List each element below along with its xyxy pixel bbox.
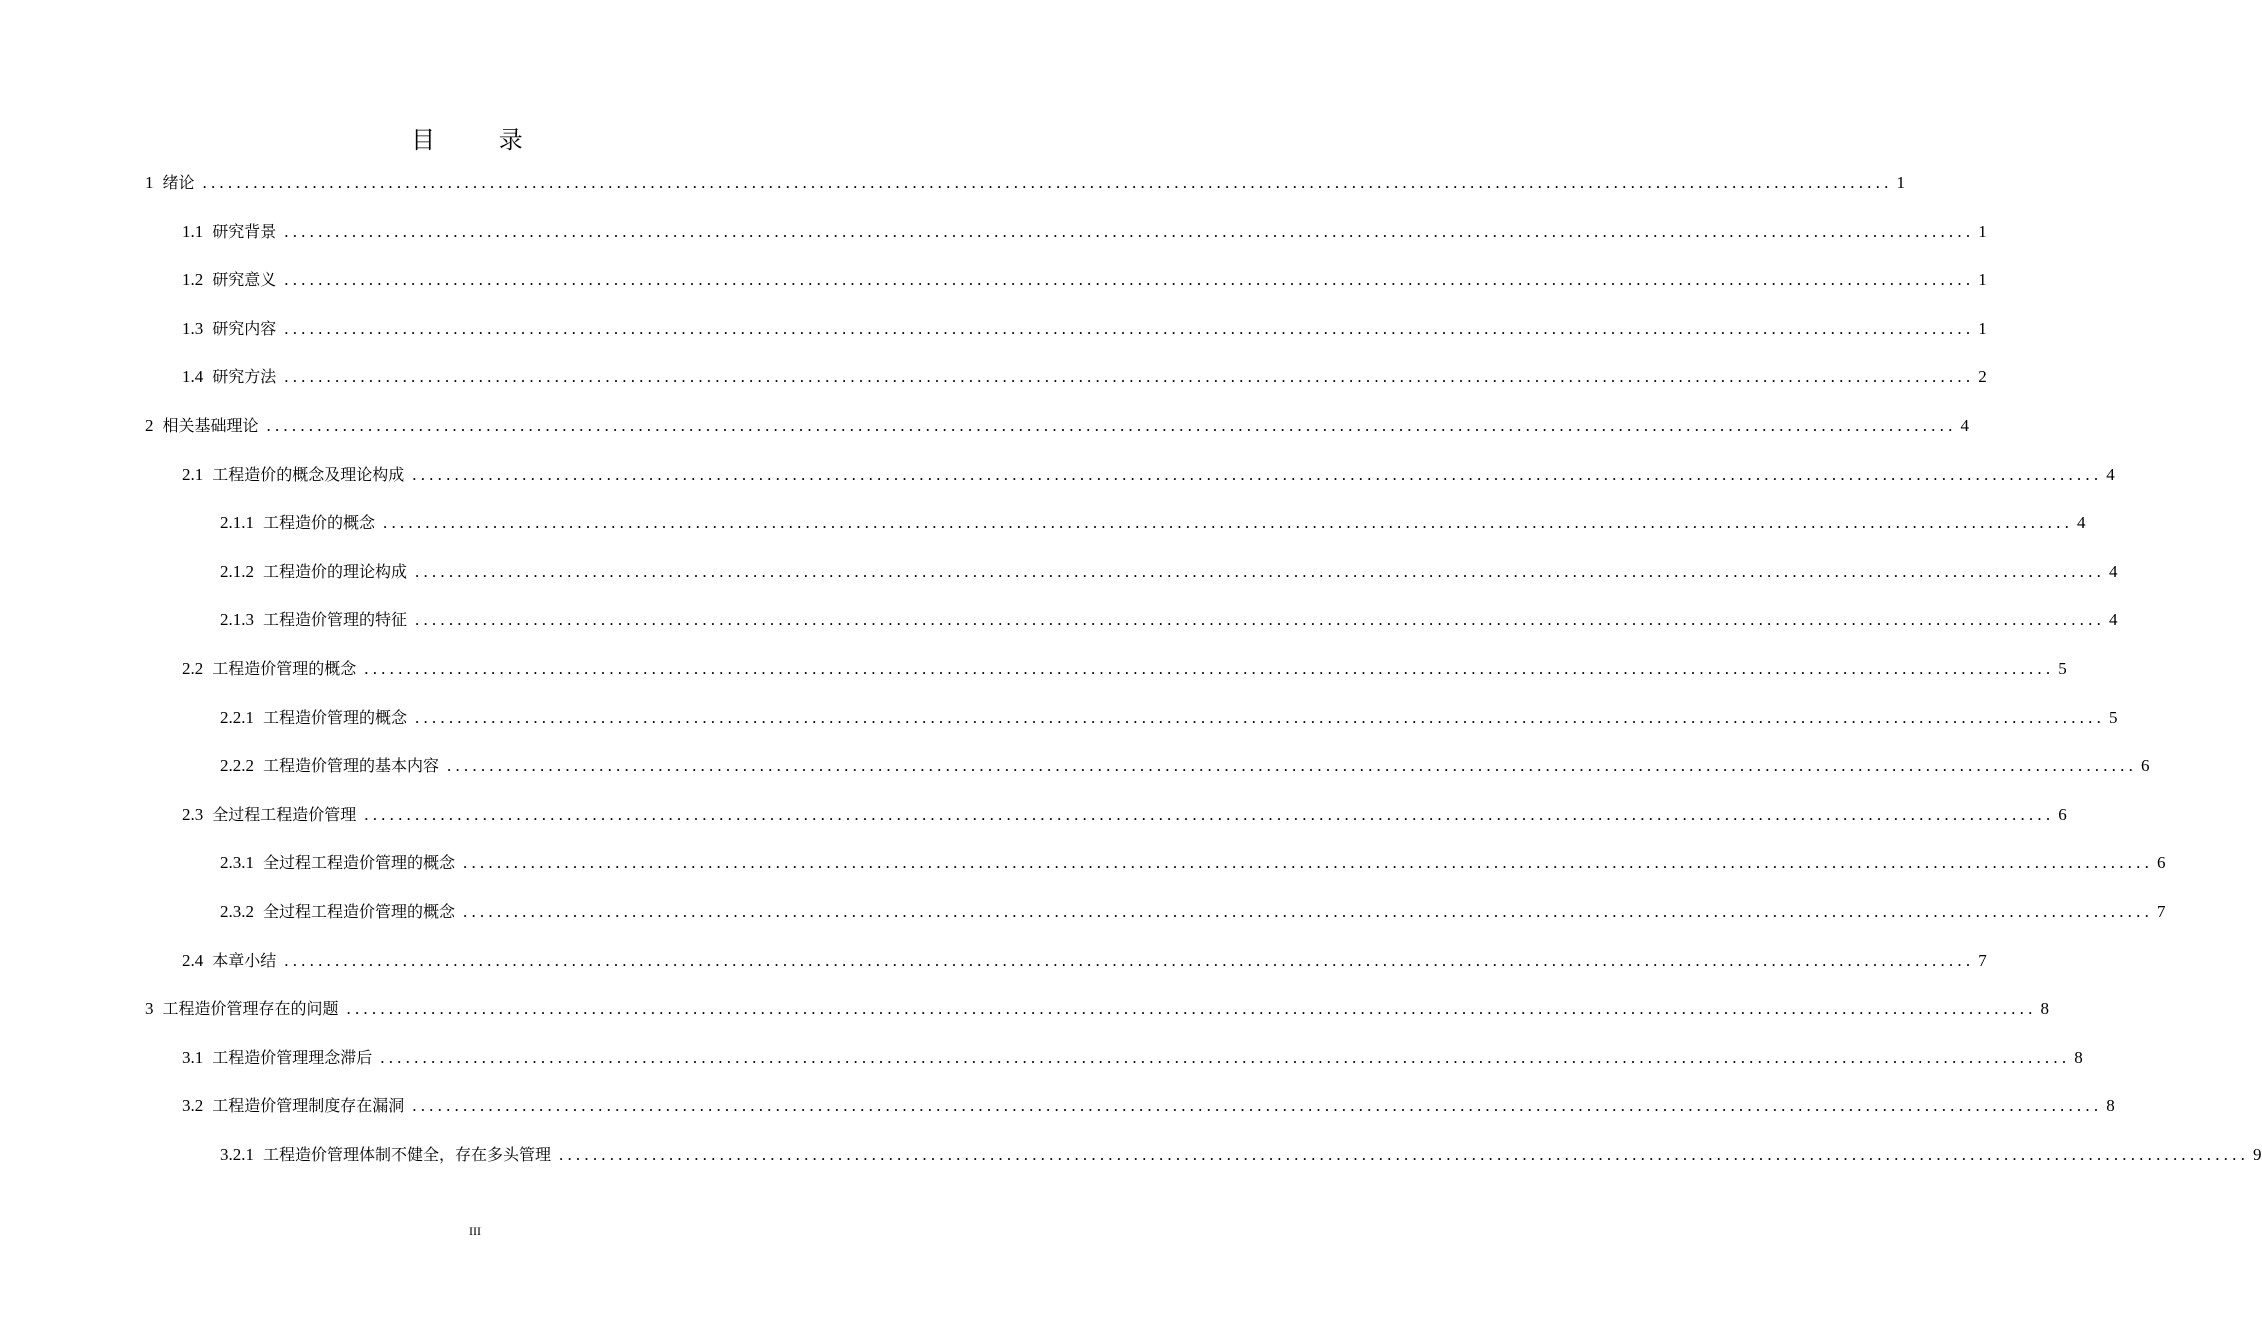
toc-entry-page: 1 (1978, 318, 1987, 338)
toc-entry-number: 2 (145, 416, 154, 435)
toc-entry-number: 1.2 (182, 270, 204, 290)
toc-dot-leader: ........................................................................................................................................................................................................ (284, 318, 1975, 338)
toc-dot-leader: ........................................................................................................................................................................................................ (284, 367, 1975, 387)
toc-entry-title: 本章小结 (212, 950, 277, 970)
toc-entry-title: 工程造价管理理念滞后 (212, 1047, 373, 1067)
toc-entry-number: 2.2.1 (220, 707, 254, 727)
toc-entry-page: 5 (2109, 707, 2118, 727)
toc-entry-page: 6 (2141, 756, 2150, 776)
toc-dot-leader: ........................................................................................................................................................................................................ (559, 1145, 2250, 1164)
toc-entry-page: 4 (1960, 416, 1970, 435)
toc-entry-title: 研究内容 (212, 318, 277, 338)
toc-entry-title: 相关基础理论 (162, 416, 259, 435)
toc-dot-leader: ........................................................................................................................................................................................................ (346, 999, 2037, 1019)
toc-entry[interactable] (182, 362, 1987, 388)
toc-entry[interactable] (182, 217, 1987, 243)
toc-dot-leader: ........................................................................................................................................................................................................ (266, 416, 1957, 435)
toc-entry-number: 2.2 (182, 659, 204, 678)
toc-entry[interactable] (145, 411, 1970, 437)
toc-entry-page: 7 (2157, 902, 2166, 921)
toc-entry-title: 全过程工程造价管理 (212, 804, 357, 824)
toc-dot-leader: ........................................................................................................................................................................................................ (463, 902, 2154, 921)
toc-entry-title: 工程造价管理的特征 (263, 610, 408, 630)
toc-entry[interactable] (145, 168, 1906, 194)
toc-entry-page: 8 (2074, 1047, 2083, 1067)
toc-entry-title: 全过程工程造价管理的概念 (263, 902, 456, 921)
toc-entry-number: 2.1.3 (220, 610, 254, 630)
toc-entry-page: 9 (2253, 1145, 2262, 1164)
toc-entry-page: 7 (1978, 950, 1987, 970)
toc-dot-leader: ........................................................................................................................................................................................................ (380, 1047, 2071, 1067)
toc-entry[interactable] (182, 946, 1987, 972)
toc-entry-page: 5 (2058, 659, 2067, 678)
toc-entry-page: 4 (2109, 561, 2118, 581)
toc-entry[interactable] (220, 557, 2118, 583)
toc-dot-leader: ........................................................................................................................................................................................................ (284, 221, 1975, 241)
toc-entry-page: 1 (1896, 173, 1906, 192)
toc-entry-number: 2.1.1 (220, 513, 254, 533)
toc-dot-leader: ........................................................................................................................................................................................................ (364, 804, 2055, 824)
toc-entry-page: 6 (2058, 804, 2067, 824)
toc-entry-page: 4 (2077, 513, 2086, 533)
toc-entry-title: 工程造价管理的概念 (263, 707, 408, 727)
toc-entry[interactable] (182, 654, 2067, 680)
toc-entry-number: 2.3.1 (220, 853, 254, 873)
toc-entry-number: 2.1.2 (220, 561, 254, 581)
toc-entry-title: 工程造价的理论构成 (263, 561, 408, 581)
toc-entry[interactable] (145, 994, 2050, 1020)
toc-entry[interactable] (182, 1091, 2115, 1117)
toc-entry-number: 1.3 (182, 318, 204, 338)
toc-dot-leader: ........................................................................................................................................................................................................ (412, 464, 2103, 484)
toc-entry-title: 工程造价管理制度存在漏洞 (212, 1096, 405, 1116)
toc-dot-leader: ........................................................................................................................................................................................................ (447, 756, 2138, 776)
toc-dot-leader: ........................................................................................................................................................................................................ (412, 1096, 2103, 1116)
page-number: III (469, 1224, 481, 1238)
toc-entry-title: 工程造价管理的基本内容 (263, 756, 440, 776)
toc-entry-title: 工程造价的概念及理论构成 (212, 464, 405, 484)
toc-dot-leader: ........................................................................................................................................................................................................ (284, 950, 1975, 970)
toc-dot-leader: ........................................................................................................................................................................................................ (415, 561, 2106, 581)
toc-entry-page: 8 (2040, 999, 2050, 1019)
toc-entry-number: 1 (145, 173, 154, 192)
toc-entry-number: 2.2.2 (220, 756, 254, 776)
toc-entry[interactable] (182, 1043, 2083, 1069)
toc-entry-number: 3 (145, 999, 154, 1019)
toc-entry-page: 1 (1978, 270, 1987, 290)
toc-entry-title: 绪论 (162, 173, 195, 192)
toc-entry-title: 研究背景 (212, 221, 277, 241)
toc-entry-number: 1.1 (182, 221, 204, 241)
toc-entry[interactable] (220, 848, 2166, 874)
toc-entry[interactable] (220, 1140, 2262, 1166)
toc-dot-leader: ........................................................................................................................................................................................................ (284, 270, 1975, 290)
toc-entry-title: 研究方法 (212, 367, 277, 387)
toc-entry[interactable] (182, 800, 2067, 826)
toc-entry-number: 3.2 (182, 1096, 204, 1116)
toc-entry-page: 2 (1978, 367, 1987, 387)
toc-entry-number: 1.4 (182, 367, 204, 387)
toc-dot-leader: ........................................................................................................................................................................................................ (383, 513, 2074, 533)
toc-entry[interactable] (220, 605, 2118, 631)
toc-dot-leader: ........................................................................................................................................................................................................ (463, 853, 2154, 873)
toc-entry-title: 工程造价管理的概念 (212, 659, 357, 678)
toc-entry-title: 工程造价管理体制不健全，存在多头管理 (263, 1145, 552, 1164)
toc-entry[interactable] (182, 460, 2115, 486)
toc-entry-page: 6 (2157, 853, 2166, 873)
toc-dot-leader: ........................................................................................................................................................................................................ (415, 610, 2106, 630)
toc-dot-leader: ........................................................................................................................................................................................................ (364, 659, 2055, 678)
toc-entry[interactable] (220, 751, 2150, 777)
toc-entry-number: 2.3.2 (220, 902, 254, 921)
toc-entry-number: 2.3 (182, 804, 204, 824)
toc-entry-number: 2.4 (182, 950, 204, 970)
toc-title: 目 录 (411, 126, 551, 154)
toc-entry-page: 1 (1978, 221, 1987, 241)
toc-entry-title: 研究意义 (212, 270, 277, 290)
toc-entry[interactable] (220, 897, 2166, 923)
toc-entry[interactable] (220, 508, 2086, 534)
toc-entry[interactable] (220, 703, 2118, 729)
toc-entry[interactable] (182, 265, 1987, 291)
toc-entry-title: 全过程工程造价管理的概念 (263, 853, 456, 873)
toc-entry[interactable] (182, 314, 1987, 340)
toc-entry-page: 8 (2106, 1096, 2115, 1116)
toc-entry-title: 工程造价管理存在的问题 (162, 999, 339, 1019)
toc-entry-number: 3.1 (182, 1047, 204, 1067)
toc-entry-number: 3.2.1 (220, 1145, 254, 1164)
toc-entry-page: 4 (2109, 610, 2118, 630)
toc-entry-page: 4 (2106, 464, 2115, 484)
toc-dot-leader: ........................................................................................................................................................................................................ (202, 173, 1893, 192)
toc-dot-leader: ........................................................................................................................................................................................................ (415, 707, 2106, 727)
toc-entry-title: 工程造价的概念 (263, 513, 376, 533)
toc-entry-number: 2.1 (182, 464, 204, 484)
